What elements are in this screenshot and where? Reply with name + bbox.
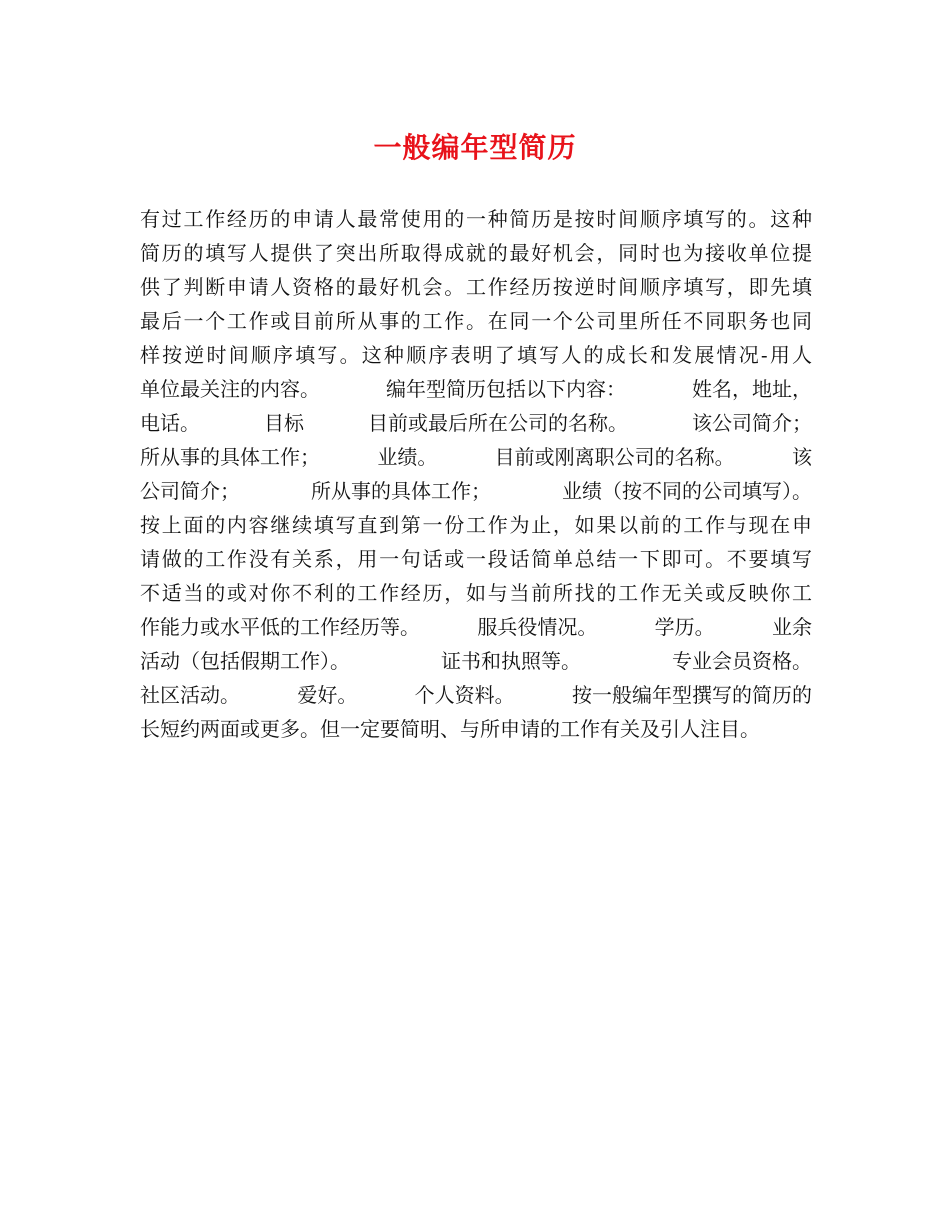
body-line [140, 440, 812, 474]
body-text-segment: 编年型简历包括以下内容： [386, 377, 626, 401]
body-text-segment: 业绩（按不同的公司填写）。 [562, 479, 812, 503]
body-text-segment: 按上面的内容继续填写直到第一份工作为止，如果以前的工作与现在申 [140, 513, 814, 537]
body-text-segment: 专业会员资格。 [672, 649, 812, 673]
body-text-segment: 业绩。 [377, 445, 438, 469]
body-line [140, 508, 812, 542]
body-text-segment: 服兵役情况。 [477, 615, 598, 639]
body-text-segment: 不适当的或对你不利的工作经历，如与当前所找的工作无关或反映你工 [140, 581, 814, 605]
body-text-segment: 姓名，地址， [692, 377, 812, 401]
body-text-segment: 作能力或水平低的工作经历等。 [140, 615, 420, 639]
body-line [140, 236, 812, 270]
body-text-segment: 有过工作经历的申请人最常使用的一种简历是按时间顺序填写的。这种 [140, 207, 814, 231]
body-text-segment: 该 [791, 445, 812, 469]
body-text-segment: 供了判断申请人资格的最好机会。工作经历按逆时间顺序填写，即先填 [140, 275, 814, 299]
body-text-segment: 个人资料。 [414, 683, 515, 707]
body-line [140, 304, 812, 338]
body-text-segment: 学历。 [654, 615, 715, 639]
body-text-segment: 目前或最后所在公司的名称。 [368, 411, 628, 435]
body-line [140, 474, 812, 508]
body-line [140, 610, 812, 644]
body-text-segment: 请做的工作没有关系，用一句话或一段话简单总结一下即可。不要填写 [140, 547, 814, 571]
body-line [140, 338, 815, 372]
body-text-segment: 按一般编年型撰写的简历的 [571, 683, 812, 707]
body-text-segment: 单位最关注的内容。 [140, 377, 320, 401]
body-line [140, 270, 812, 304]
body-line [140, 712, 812, 746]
body-text-segment: 公司简介； [140, 479, 240, 503]
body-text-segment: 电话。 [140, 411, 200, 435]
body-text-segment: 所从事的具体工作； [140, 445, 320, 469]
body-line [140, 202, 812, 236]
body-text-segment: 最后一个工作或目前所从事的工作。在同一个公司里所任不同职务也同 [140, 309, 814, 333]
body-text-segment: 该公司简介； [692, 411, 812, 435]
body-text-segment: 爱好。 [297, 683, 358, 707]
body-line [140, 678, 812, 712]
body-text-segment: 业余 [771, 615, 812, 639]
body-text-segment: 目前或刚离职公司的名称。 [494, 445, 735, 469]
body-text-segment: 社区活动。 [140, 683, 240, 707]
body-text-segment: 证书和执照等。 [441, 649, 581, 673]
body-line [140, 406, 812, 440]
body-text-segment: 长短约两面或更多。但一定要简明、与所申请的工作有关及引人注目。 [140, 717, 760, 741]
body-text-segment: 活动（包括假期工作）。 [140, 649, 350, 673]
body-text-segment: 目标 [264, 411, 304, 435]
body-line [140, 542, 812, 576]
body-line [140, 372, 812, 406]
document-title: 一般编年型简历 [373, 131, 577, 164]
body-line [140, 576, 812, 610]
body-text-segment: 简历的填写人提供了突出所取得成就的最好机会，同时也为接收单位提 [140, 241, 814, 265]
body-line [140, 644, 812, 678]
body-text-segment: 所从事的具体工作； [311, 479, 491, 503]
document-body [140, 202, 815, 746]
body-text-segment: 样按逆时间顺序填写。这种顺序表明了填写人的成长和发展情况-用人 [140, 343, 815, 367]
